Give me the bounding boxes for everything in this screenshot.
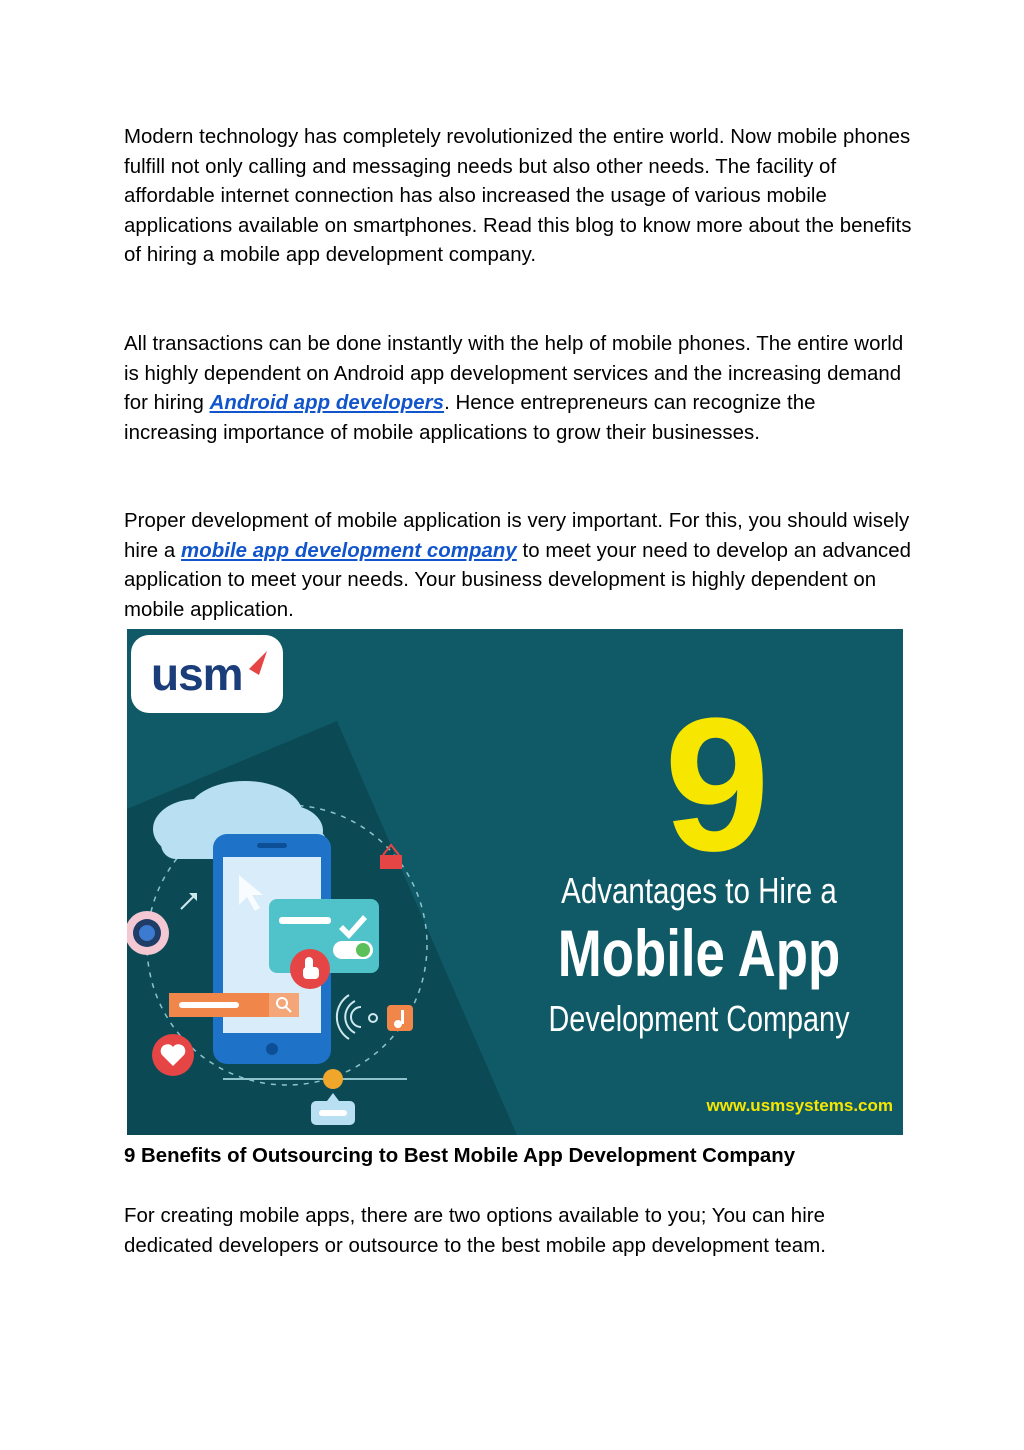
banner-line-2: Mobile App [557,916,841,990]
intro-paragraph: Modern technology has completely revolutionized the entire world. Now mobile phones fulfill not only calling and messaging needs but also other needs. The facility of affordable internet connection has also increased the usage of various mobile applications available on smartphones. Read this blog to know more about the benefits of hiring a mobile app development company. [124,126,912,267]
heart-icon [152,1034,194,1076]
transactions-paragraph [124,330,914,448]
article-banner-image [127,629,903,1135]
mobile-app-company-link[interactable]: mobile app development company [181,539,517,562]
usm-logo [131,635,283,713]
banner-url: www.usmsystems.com [706,1096,893,1115]
logo-swoosh-icon [131,635,283,713]
paragraph-text: to meet your need to develop an advanced application to meet your needs. Your business development is highly dependent on mobile application. [124,539,912,621]
android-developers-link[interactable]: Android app developers [209,392,445,415]
camera-icon [127,911,169,955]
paragraph-text: Proper development of mobile application is very important. For this, you should wisely hire a [124,510,910,562]
banner-number: 9 [664,679,770,891]
usm-logo-text: usm [151,648,243,700]
banner-line-3: Development Company [548,998,850,1039]
banner-line-1: Advantages to Hire a [561,870,837,911]
music-icon [387,1005,413,1031]
options-paragraph: For creating mobile apps, there are two options available to you; You can hire dedicated developers or outsource to the best mobile app development team. [124,1205,826,1257]
paragraph-text: . Hence entrepreneurs can recognize the increasing importance of mobile applications to grow their businesses. [124,392,816,444]
development-paragraph [124,507,914,625]
paragraph-text: All transactions can be done instantly with the help of mobile phones. The entire world is highly dependent on Android app development services and the increasing demand for hiring [124,333,904,415]
section-heading: 9 Benefits of Outsourcing to Best Mobile App Development Company [124,1145,796,1167]
